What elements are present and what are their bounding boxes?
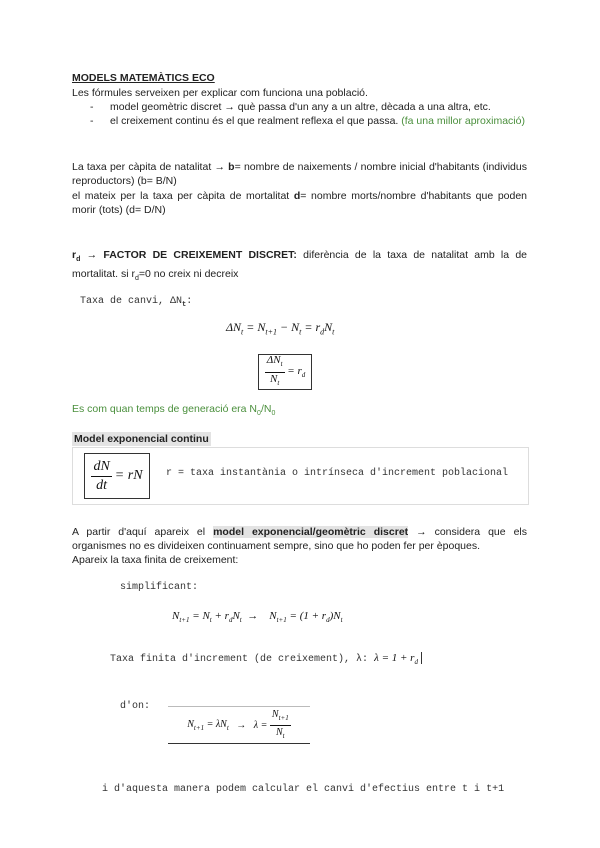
discrete-factor-paragraph: $r_d$ → FACTOR DE CREIXEMENT DISCRET: diferència de la taxa de natalitat amb la de mortalitat. si $r_d=0$ no creix ni decreix bbox=[72, 249, 528, 283]
page-title: MODELS MATEMÀTICS ECO bbox=[72, 72, 215, 84]
continuous-description: r = taxa instantània o intrínseca d'increment poblacional bbox=[166, 468, 509, 479]
change-rate-equation: $\Delta N_t = N_{t+1} - N_t = r_dN_t$ bbox=[226, 320, 335, 337]
ratio-box: $\frac{\Delta N_t}{N_t}$ = $r_d$ bbox=[258, 354, 312, 390]
mortality-symbol: d bbox=[293, 190, 301, 202]
finite-rate-label: Taxa finita d'increment (de creixement), λ: $\lambda = 1 + r_d$ bbox=[110, 652, 422, 666]
finite-rate-intro: Apareix la taxa finita de creixement: bbox=[72, 554, 239, 566]
mortality-paragraph: el mateix per la taxa per càpita de mortalitat d= nombre morts/nombre d'habitants que poden morir (tots) (d= D/N) bbox=[72, 190, 528, 216]
lambda-ratio-equation: $N_{t+1} = \lambda N_t$ → λ = $\frac{N_{t+1}}{N_t}$ bbox=[168, 706, 310, 744]
simplify-label: simplificant: bbox=[120, 582, 199, 593]
geometric-paragraph: A partir d'aquí apareix el model exponencial/geomètric discret → considera que els organismes no es divideixen continuament sempre, sino que ho poden fer per èpoques. bbox=[72, 526, 527, 552]
don-label: d'on: bbox=[120, 701, 151, 712]
geometric-highlight: model exponencial/geomètric discret bbox=[213, 526, 409, 538]
continuous-model-box bbox=[72, 447, 529, 505]
simplified-equation: $N_{t+1} = N_t + r_dN_t$ → $N_{t+1} = (1 + r_d)N_t$ bbox=[172, 610, 343, 625]
bullet-item-continuous: - el creixement continu és el que realment reflexa el que passa. (fa una millor aproximació) bbox=[90, 114, 528, 128]
intro-text: Les fórmules serveixen per explicar com funciona una població. bbox=[72, 87, 368, 99]
continuous-model-heading: Model exponencial continu bbox=[74, 433, 209, 445]
natality-paragraph: La taxa per càpita de natalitat → b= nombre de naixements / nombre inicial d'habitants (individus reproductors) (b= B/N) bbox=[72, 161, 527, 187]
final-text: i d'aquesta manera podem calcular el canvi d'efectius entre t i t+1 bbox=[102, 784, 505, 795]
change-rate-label: Taxa de canvi, $\Delta N_t$: bbox=[80, 296, 193, 309]
bullet-note: (fa una millor aproximació) bbox=[401, 115, 525, 127]
bullet-item-geometric: - model geomètric discret → què passa d'un any a un altre, dècada a una altra, etc. bbox=[90, 100, 528, 114]
bullet-list bbox=[90, 100, 528, 128]
lambda-equation: $\lambda = 1 + r_d$ bbox=[374, 652, 422, 664]
generation-note: Es com quan temps de generació era $N_0/N_0$ bbox=[72, 403, 276, 418]
natality-symbol: b bbox=[228, 161, 235, 173]
continuous-equation: $\frac{dN}{dt}$ = rN bbox=[84, 453, 150, 499]
